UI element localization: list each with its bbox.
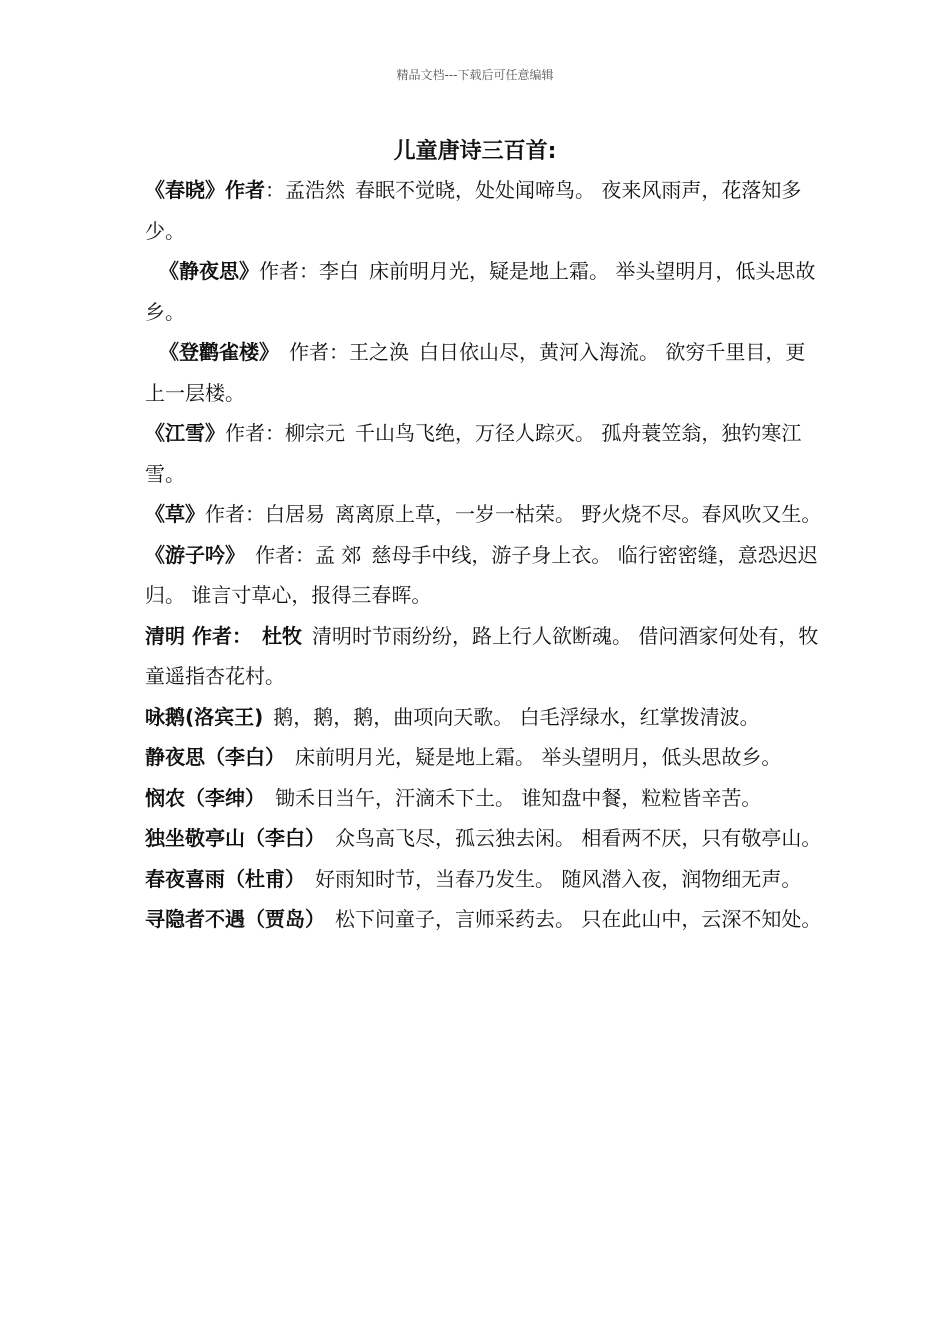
poem-text: 千山鸟飞绝，万径人踪灭。 孤舟蓑笠翁，独钓寒江雪。 [145,421,802,486]
poem-text: 锄禾日当午，汗滴禾下土。 谁知盘中餐，粒粒皆辛苦。 [275,785,762,810]
poem-author: ：孟浩然 [265,178,345,202]
poem-head: 清明 作者： [145,623,252,648]
poem-chunyexiyu [145,859,825,900]
poem-head: 《春晓》作者 [145,178,265,202]
poem-youziyin [145,535,825,616]
poem-list [145,170,825,940]
poem-author: 作者：李白 [259,259,359,283]
poem-qingming [145,616,825,697]
poem-duzuojingtingshan [145,818,825,859]
poem-jingyesi [145,251,825,332]
poem-text: 白日依山尽，黄河入海流。 欲穷千里目，更上一层楼。 [145,340,806,405]
poem-author: 作者：王之涣 [289,340,409,364]
poem-jingyesi-2 [145,737,825,778]
poem-xunyinzhebuyu [145,899,825,940]
poem-minnong [145,778,825,819]
document-title: 儿童唐诗三百首: [393,139,557,164]
poem-author: 杜牧 [261,623,302,648]
poem-chunxiao [145,170,825,251]
poem-jiangxue [145,413,825,494]
poem-head: 寻隐者不遇（贾岛） [145,907,325,931]
poem-head: 《游子吟》 [145,542,245,567]
poem-author: 作者：柳宗元 [225,421,345,445]
poem-cao [145,494,825,535]
poem-head: 《江雪》 [145,421,225,445]
poem-head: 《静夜思》 [159,259,259,283]
poem-head: 静夜思（李白） [145,745,285,769]
poem-head: 悯农（李绅） [145,785,265,810]
poem-author: 作者：白居易 [205,502,325,526]
poem-text: 松下问童子，言师采药去。 只在此山中，云深不知处。 [335,907,822,931]
poem-head: 《登鹳雀楼》 [159,340,279,364]
poem-text: 清明时节雨纷纷，路上行人欲断魂。 借问酒家何处有，牧童遥指杏花村。 [145,623,819,688]
poem-author: 作者：孟 郊 [255,542,362,567]
poem-text: 慈母手中线，游子身上衣。 临行密密缝，意恐迟迟归。 谁言寸草心，报得三春晖。 [145,542,818,607]
poem-text: 众鸟高飞尽，孤云独去闲。 相看两不厌，只有敬亭山。 [335,826,822,850]
poem-text: 鹅，鹅，鹅，曲项向天歌。 白毛浮绿水，红掌拨清波。 [273,704,760,729]
poem-text: 离离原上草，一岁一枯荣。 野火烧不尽。春风吹又生。 [335,502,822,526]
poem-dengguanquelou [145,332,825,413]
poem-head: 独坐敬亭山（李白） [145,826,325,850]
poem-text: 床前明月光，疑是地上霜。 举头望明月，低头思故乡。 [145,259,816,324]
poem-text: 床前明月光，疑是地上霜。 举头望明月，低头思故乡。 [295,745,782,769]
poem-text: 好雨知时节，当春乃发生。 随风潜入夜，润物细无声。 [315,866,802,891]
poem-yonge [145,697,825,738]
page-header: 精品文档---下载后可任意编辑 [396,68,554,82]
poem-head: 春夜喜雨（杜甫） [145,866,305,891]
poem-text: 春眠不觉晓，处处闻啼鸟。 夜来风雨声，花落知多少。 [145,178,802,243]
poem-head: 咏鹅(洛宾王) [145,704,264,729]
poem-head: 《草》 [145,502,205,526]
